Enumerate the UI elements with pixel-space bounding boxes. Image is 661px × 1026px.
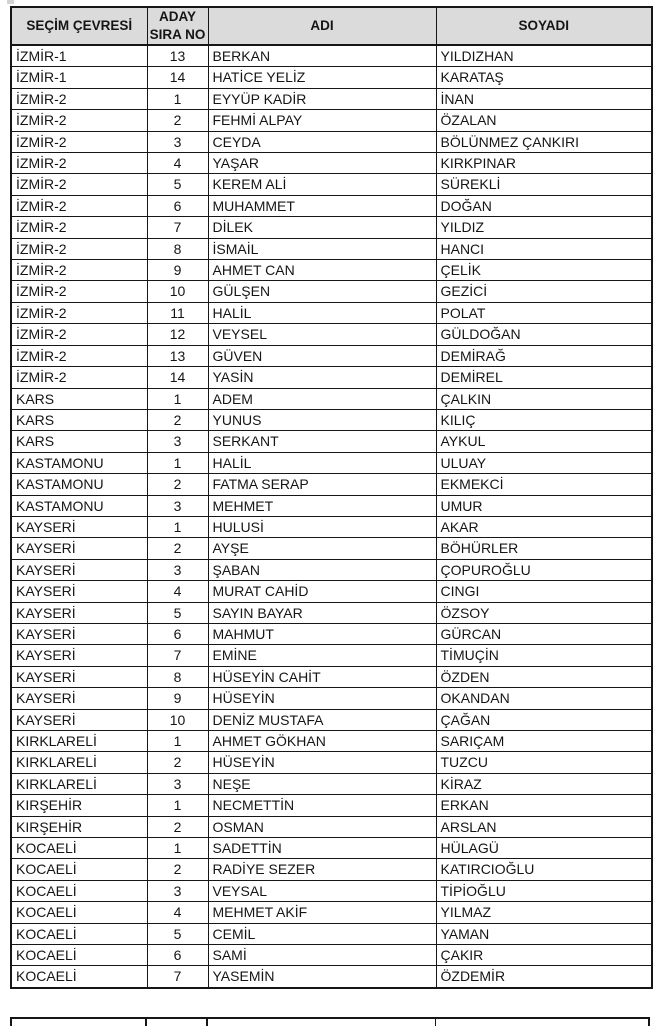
last-name-cell: ÇOPUROĞLU	[436, 559, 652, 580]
table-row	[11, 902, 652, 923]
district-cell: KIRKLARELİ	[11, 731, 147, 752]
last-name-cell: YILMAZ	[436, 902, 652, 923]
district-cell: İZMİR-2	[11, 217, 147, 238]
table-row	[11, 302, 652, 323]
order-no-cell: 5	[147, 923, 208, 944]
table-row	[11, 217, 652, 238]
order-no-cell: 3	[147, 495, 208, 516]
table-row	[11, 431, 652, 452]
table-row	[11, 131, 652, 152]
last-name-cell: DOĞAN	[436, 195, 652, 216]
table-row	[11, 559, 652, 580]
next-section-divider	[206, 1019, 208, 1026]
order-no-cell: 1	[147, 88, 208, 109]
last-name-cell: KATIRCIOĞLU	[436, 859, 652, 880]
header-order-no	[147, 7, 208, 45]
district-cell: İZMİR-2	[11, 302, 147, 323]
district-cell: İZMİR-2	[11, 88, 147, 109]
first-name-cell: VEYSAL	[208, 880, 436, 901]
order-no-cell: 10	[147, 709, 208, 730]
first-name-cell: SAYIN BAYAR	[208, 602, 436, 623]
last-name-cell: BÖHÜRLER	[436, 538, 652, 559]
table-row	[11, 859, 652, 880]
order-no-cell: 2	[147, 752, 208, 773]
district-cell: KIRŞEHİR	[11, 795, 147, 816]
district-cell: İZMİR-2	[11, 238, 147, 259]
district-cell: İZMİR-2	[11, 260, 147, 281]
last-name-cell: SÜREKLİ	[436, 174, 652, 195]
next-section-divider	[145, 1019, 147, 1026]
order-no-cell: 10	[147, 281, 208, 302]
district-cell: İZMİR-2	[11, 324, 147, 345]
table-row	[11, 923, 652, 944]
table-row	[11, 666, 652, 687]
last-name-cell: ARSLAN	[436, 816, 652, 837]
order-no-cell: 4	[147, 153, 208, 174]
header-first-name-label: ADI	[310, 18, 334, 34]
first-name-cell: YUNUS	[208, 409, 436, 430]
district-cell: KAYSERİ	[11, 602, 147, 623]
first-name-cell: GÜVEN	[208, 345, 436, 366]
scan-artifact	[7, 0, 14, 4]
order-no-cell: 2	[147, 538, 208, 559]
district-cell: İZMİR-1	[11, 67, 147, 88]
table-row	[11, 45, 652, 67]
table-row	[11, 752, 652, 773]
first-name-cell: GÜLŞEN	[208, 281, 436, 302]
district-cell: KOCAELİ	[11, 880, 147, 901]
last-name-cell: ÇAKIR	[436, 945, 652, 966]
last-name-cell: ÇAĞAN	[436, 709, 652, 730]
first-name-cell: YAŞAR	[208, 153, 436, 174]
header-row	[11, 7, 652, 45]
table-row	[11, 773, 652, 794]
order-no-cell: 7	[147, 645, 208, 666]
table-row	[11, 195, 652, 216]
first-name-cell: SAMİ	[208, 945, 436, 966]
table-row	[11, 688, 652, 709]
first-name-cell: ADEM	[208, 388, 436, 409]
first-name-cell: KEREM ALİ	[208, 174, 436, 195]
last-name-cell: HANCI	[436, 238, 652, 259]
table-row	[11, 516, 652, 537]
last-name-cell: SARIÇAM	[436, 731, 652, 752]
table-row	[11, 153, 652, 174]
last-name-cell: CINGI	[436, 581, 652, 602]
district-cell: KAYSERİ	[11, 709, 147, 730]
last-name-cell: İNAN	[436, 88, 652, 109]
first-name-cell: VEYSEL	[208, 324, 436, 345]
order-no-cell: 2	[147, 816, 208, 837]
order-no-cell: 3	[147, 131, 208, 152]
last-name-cell: AKAR	[436, 516, 652, 537]
order-no-cell: 2	[147, 859, 208, 880]
first-name-cell: MEHMET	[208, 495, 436, 516]
last-name-cell: KILIÇ	[436, 409, 652, 430]
last-name-cell: YAMAN	[436, 923, 652, 944]
table-row	[11, 67, 652, 88]
district-cell: KOCAELİ	[11, 838, 147, 859]
first-name-cell: RADİYE SEZER	[208, 859, 436, 880]
last-name-cell: KİRAZ	[436, 773, 652, 794]
table-row	[11, 581, 652, 602]
header-district	[11, 7, 147, 45]
last-name-cell: DEMİREL	[436, 367, 652, 388]
order-no-cell: 5	[147, 602, 208, 623]
last-name-cell: DEMİRAĞ	[436, 345, 652, 366]
first-name-cell: YASİN	[208, 367, 436, 388]
district-cell: KAYSERİ	[11, 581, 147, 602]
table-row	[11, 880, 652, 901]
last-name-cell: GÜLDOĞAN	[436, 324, 652, 345]
district-cell: KARS	[11, 409, 147, 430]
header-last-name	[436, 7, 652, 45]
order-no-cell: 4	[147, 581, 208, 602]
district-cell: KOCAELİ	[11, 923, 147, 944]
last-name-cell: ÖZDEMİR	[436, 966, 652, 988]
order-no-cell: 6	[147, 945, 208, 966]
order-no-cell: 11	[147, 302, 208, 323]
last-name-cell: ÇELİK	[436, 260, 652, 281]
header-order-no-line2: SIRA NO	[149, 27, 206, 42]
last-name-cell: ÖZDEN	[436, 666, 652, 687]
table-row	[11, 795, 652, 816]
first-name-cell: HÜSEYİN	[208, 752, 436, 773]
last-name-cell: OKANDAN	[436, 688, 652, 709]
candidate-table	[10, 6, 653, 989]
district-cell: İZMİR-2	[11, 110, 147, 131]
table-header	[11, 7, 652, 45]
last-name-cell: BÖLÜNMEZ ÇANKIRI	[436, 131, 652, 152]
district-cell: KAYSERİ	[11, 538, 147, 559]
order-no-cell: 7	[147, 217, 208, 238]
last-name-cell: ERKAN	[436, 795, 652, 816]
first-name-cell: FEHMİ ALPAY	[208, 110, 436, 131]
last-name-cell: GEZİCİ	[436, 281, 652, 302]
order-no-cell: 2	[147, 110, 208, 131]
district-cell: KASTAMONU	[11, 474, 147, 495]
table-body	[11, 45, 652, 988]
order-no-cell: 1	[147, 838, 208, 859]
table-row	[11, 645, 652, 666]
next-section-divider	[435, 1019, 437, 1026]
header-district-label: SEÇİM ÇEVRESİ	[26, 18, 133, 34]
district-cell: İZMİR-2	[11, 281, 147, 302]
last-name-cell: KARATAŞ	[436, 67, 652, 88]
first-name-cell: MAHMUT	[208, 623, 436, 644]
district-cell: İZMİR-2	[11, 195, 147, 216]
last-name-cell: YILDIZ	[436, 217, 652, 238]
last-name-cell: AYKUL	[436, 431, 652, 452]
district-cell: KOCAELİ	[11, 945, 147, 966]
last-name-cell: ÖZALAN	[436, 110, 652, 131]
last-name-cell: TİPİOĞLU	[436, 880, 652, 901]
table-row	[11, 345, 652, 366]
order-no-cell: 6	[147, 623, 208, 644]
last-name-cell: KIRKPINAR	[436, 153, 652, 174]
order-no-cell: 1	[147, 388, 208, 409]
district-cell: İZMİR-2	[11, 345, 147, 366]
table-row	[11, 623, 652, 644]
first-name-cell: AHMET GÖKHAN	[208, 731, 436, 752]
first-name-cell: EMİNE	[208, 645, 436, 666]
last-name-cell: TİMUÇİN	[436, 645, 652, 666]
order-no-cell: 1	[147, 452, 208, 473]
district-cell: İZMİR-2	[11, 153, 147, 174]
first-name-cell: HÜSEYİN	[208, 688, 436, 709]
last-name-cell: YILDIZHAN	[436, 45, 652, 67]
district-cell: KAYSERİ	[11, 516, 147, 537]
last-name-cell: EKMEKCİ	[436, 474, 652, 495]
table-row	[11, 110, 652, 131]
district-cell: KAYSERİ	[11, 666, 147, 687]
order-no-cell: 3	[147, 431, 208, 452]
district-cell: KASTAMONU	[11, 495, 147, 516]
order-no-cell: 1	[147, 516, 208, 537]
district-cell: İZMİR-2	[11, 131, 147, 152]
table-row	[11, 838, 652, 859]
order-no-cell: 1	[147, 731, 208, 752]
last-name-cell: ÇALKIN	[436, 388, 652, 409]
last-name-cell: ULUAY	[436, 452, 652, 473]
last-name-cell: POLAT	[436, 302, 652, 323]
table-row	[11, 367, 652, 388]
first-name-cell: HALİL	[208, 302, 436, 323]
last-name-cell: HÜLAGÜ	[436, 838, 652, 859]
order-no-cell: 2	[147, 474, 208, 495]
last-name-cell: ÖZSOY	[436, 602, 652, 623]
last-name-cell: UMUR	[436, 495, 652, 516]
order-no-cell: 7	[147, 966, 208, 988]
first-name-cell: HÜSEYİN CAHİT	[208, 666, 436, 687]
first-name-cell: MURAT CAHİD	[208, 581, 436, 602]
header-last-name-label: SOYADI	[518, 18, 570, 34]
first-name-cell: HULUSİ	[208, 516, 436, 537]
first-name-cell: AYŞE	[208, 538, 436, 559]
district-cell: İZMİR-2	[11, 174, 147, 195]
table-row	[11, 324, 652, 345]
table-row	[11, 602, 652, 623]
first-name-cell: CEMİL	[208, 923, 436, 944]
order-no-cell: 1	[147, 795, 208, 816]
table-row	[11, 388, 652, 409]
district-cell: KOCAELİ	[11, 902, 147, 923]
first-name-cell: CEYDA	[208, 131, 436, 152]
order-no-cell: 6	[147, 195, 208, 216]
district-cell: KASTAMONU	[11, 452, 147, 473]
district-cell: KIRKLARELİ	[11, 752, 147, 773]
table-row	[11, 538, 652, 559]
first-name-cell: İSMAİL	[208, 238, 436, 259]
table-row	[11, 709, 652, 730]
first-name-cell: HALİL	[208, 452, 436, 473]
first-name-cell: DİLEK	[208, 217, 436, 238]
order-no-cell: 5	[147, 174, 208, 195]
order-no-cell: 3	[147, 559, 208, 580]
last-name-cell: TUZCU	[436, 752, 652, 773]
first-name-cell: DENİZ MUSTAFA	[208, 709, 436, 730]
district-cell: KAYSERİ	[11, 688, 147, 709]
table-row	[11, 816, 652, 837]
header-first-name	[208, 7, 436, 45]
order-no-cell: 14	[147, 67, 208, 88]
order-no-cell: 3	[147, 773, 208, 794]
header-order-no-line1: ADAY	[158, 9, 196, 25]
table-row	[11, 945, 652, 966]
order-no-cell: 9	[147, 260, 208, 281]
first-name-cell: BERKAN	[208, 45, 436, 67]
order-no-cell: 13	[147, 45, 208, 67]
first-name-cell: EYYÜP KADİR	[208, 88, 436, 109]
first-name-cell: HATİCE YELİZ	[208, 67, 436, 88]
table-row	[11, 452, 652, 473]
district-cell: KAYSERİ	[11, 623, 147, 644]
last-name-cell: GÜRCAN	[436, 623, 652, 644]
district-cell: İZMİR-2	[11, 367, 147, 388]
order-no-cell: 8	[147, 666, 208, 687]
first-name-cell: AHMET CAN	[208, 260, 436, 281]
table-row	[11, 409, 652, 430]
district-cell: KAYSERİ	[11, 645, 147, 666]
table-row	[11, 966, 652, 988]
first-name-cell: FATMA SERAP	[208, 474, 436, 495]
order-no-cell: 8	[147, 238, 208, 259]
order-no-cell: 13	[147, 345, 208, 366]
order-no-cell: 2	[147, 409, 208, 430]
district-cell: KIRŞEHİR	[11, 816, 147, 837]
first-name-cell: SADETTİN	[208, 838, 436, 859]
order-no-cell: 9	[147, 688, 208, 709]
order-no-cell: 4	[147, 902, 208, 923]
table-row	[11, 474, 652, 495]
table-row	[11, 495, 652, 516]
district-cell: KARS	[11, 431, 147, 452]
district-cell: KARS	[11, 388, 147, 409]
first-name-cell: OSMAN	[208, 816, 436, 837]
next-page-table-edge	[10, 1017, 650, 1026]
order-no-cell: 12	[147, 324, 208, 345]
first-name-cell: YASEMİN	[208, 966, 436, 988]
table-row	[11, 281, 652, 302]
district-cell: KIRKLARELİ	[11, 773, 147, 794]
district-cell: KAYSERİ	[11, 559, 147, 580]
table-row	[11, 174, 652, 195]
order-no-cell: 14	[147, 367, 208, 388]
district-cell: KOCAELİ	[11, 859, 147, 880]
first-name-cell: MEHMET AKİF	[208, 902, 436, 923]
table-row	[11, 260, 652, 281]
first-name-cell: ŞABAN	[208, 559, 436, 580]
first-name-cell: SERKANT	[208, 431, 436, 452]
table-row	[11, 88, 652, 109]
district-cell: İZMİR-1	[11, 45, 147, 67]
first-name-cell: MUHAMMET	[208, 195, 436, 216]
first-name-cell: NEŞE	[208, 773, 436, 794]
first-name-cell: NECMETTİN	[208, 795, 436, 816]
district-cell: KOCAELİ	[11, 966, 147, 988]
table-row	[11, 238, 652, 259]
table-row	[11, 731, 652, 752]
order-no-cell: 3	[147, 880, 208, 901]
